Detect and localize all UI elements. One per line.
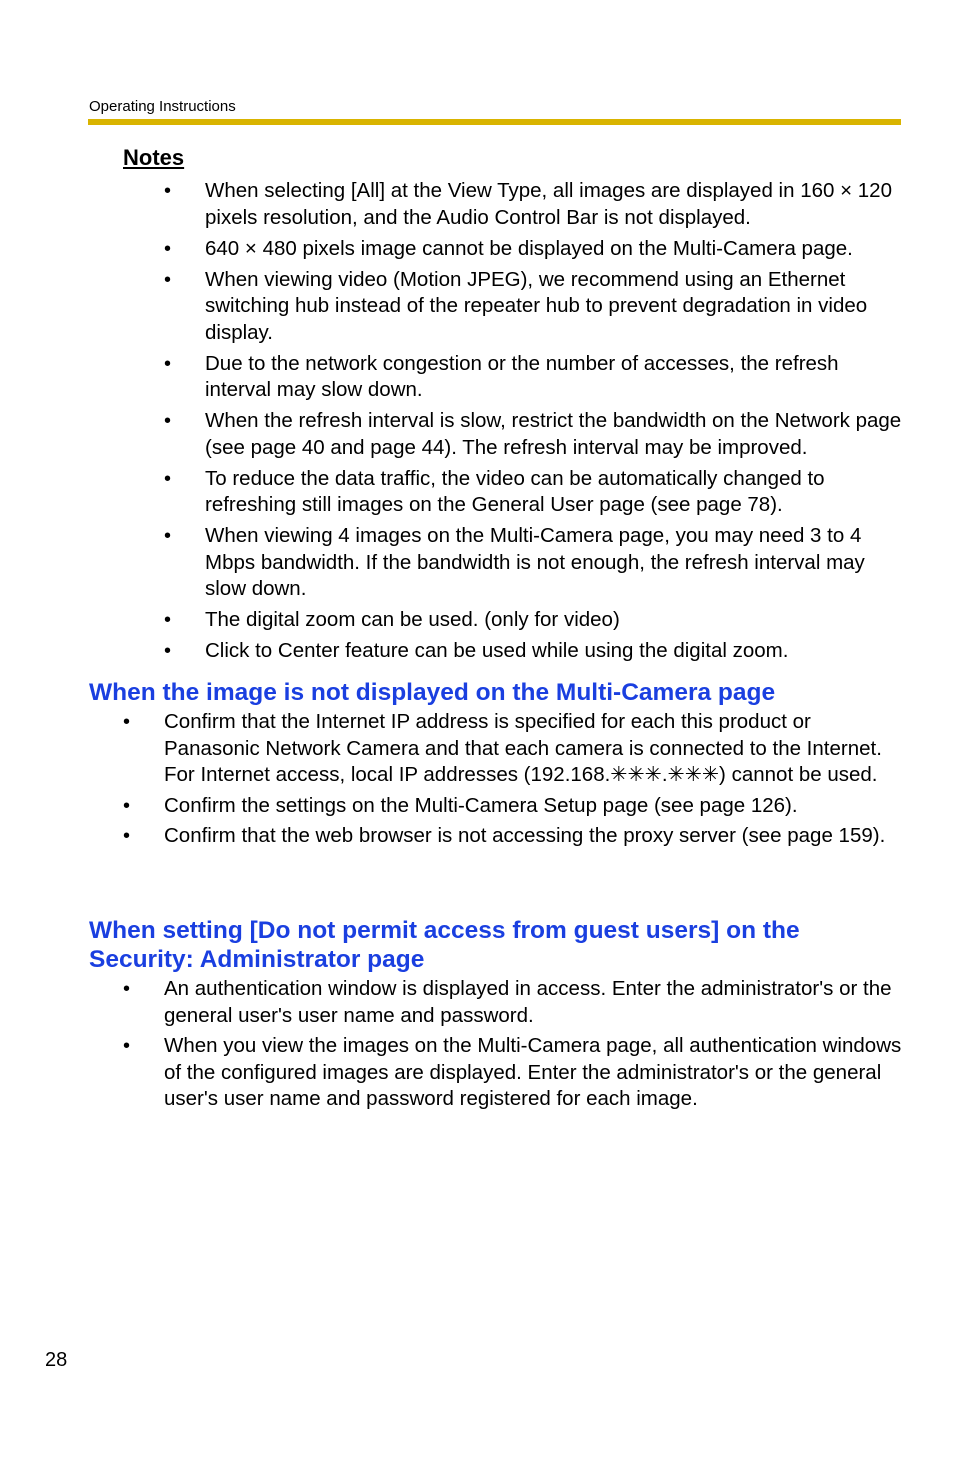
bullet: • xyxy=(164,352,172,375)
list-item xyxy=(0,607,954,634)
item-text: Confirm that the Internet IP address is specified for each this product or Panasonic Network Camera and that each camera is connected to the Internet. For Internet access, local IP addresses (192.168.✳✳✳.✳✳✳) cannot be used. xyxy=(164,710,882,786)
bullet: • xyxy=(123,1035,131,1057)
note-text: When the refresh interval is slow, restrict the bandwidth on the Network page (see page 40 and page 44). The refresh interval may be improved. xyxy=(205,409,902,459)
note-text: Click to Center feature can be used while using the digital zoom. xyxy=(205,639,789,662)
list-item xyxy=(0,408,954,461)
list-item xyxy=(0,976,954,1029)
list-item xyxy=(0,351,954,404)
note-text: The digital zoom can be used. (only for video) xyxy=(205,608,620,631)
list-item xyxy=(0,236,954,263)
bullet: • xyxy=(164,609,172,631)
note-text: When selecting [All] at the View Type, all images are displayed in 160 × 120 pixels resolution, and the Audio Control Bar is not displayed. xyxy=(205,179,892,229)
section-guest-access xyxy=(0,916,954,1117)
list-item xyxy=(0,709,954,789)
section-heading: When the image is not displayed on the Multi-Camera page xyxy=(89,679,776,706)
notes-list xyxy=(0,178,954,669)
list-item xyxy=(0,638,954,665)
list-item xyxy=(0,267,954,347)
bullet: • xyxy=(123,794,131,817)
note-text: When viewing 4 images on the Multi-Camera page, you may need 3 to 4 Mbps bandwidth. If the bandwidth is not enough, the refresh interval may slow down. xyxy=(205,524,865,600)
bullet: • xyxy=(164,268,172,291)
header-rule xyxy=(88,119,901,125)
note-text: To reduce the data traffic, the video can be automatically changed to refreshing still images on the General User page (see page 78). xyxy=(205,466,825,516)
item-text: Confirm the settings on the Multi-Camera Setup page (see page 126). xyxy=(164,793,798,817)
list-item xyxy=(0,178,954,231)
list-item xyxy=(0,823,954,850)
bullet: • xyxy=(123,825,131,847)
list-item xyxy=(0,1033,954,1113)
bullet: • xyxy=(123,978,131,1000)
bullet: • xyxy=(123,711,131,733)
bullet: • xyxy=(164,467,172,490)
item-text: When you view the images on the Multi-Camera page, all authentication windows of the configured images are displayed. Enter the administrator's or the general user's user name and password registered for each image. xyxy=(164,1034,902,1110)
list-item xyxy=(0,466,954,519)
section-heading: When setting [Do not permit access from guest users] on the Security: Administrator page xyxy=(89,917,800,973)
page-number: 28 xyxy=(45,1349,68,1371)
list-item xyxy=(0,523,954,603)
note-text: 640 × 480 pixels image cannot be displayed on the Multi-Camera page. xyxy=(205,236,853,260)
bullet: • xyxy=(164,237,172,260)
notes-title: Notes xyxy=(123,145,185,170)
bullet: • xyxy=(164,640,172,662)
note-text: Due to the network congestion or the number of accesses, the refresh interval may slow down. xyxy=(205,351,839,401)
bullet: • xyxy=(164,180,172,202)
running-header: Operating Instructions xyxy=(89,98,236,115)
item-text: An authentication window is displayed in access. Enter the administrator's or the general user's user name and password. xyxy=(164,977,892,1027)
section-image-not-displayed xyxy=(0,678,954,854)
bullet: • xyxy=(164,410,172,432)
list-item xyxy=(0,793,954,820)
item-text: Confirm that the web browser is not accessing the proxy server (see page 159). xyxy=(164,824,886,847)
bullet: • xyxy=(164,525,172,547)
note-text: When viewing video (Motion JPEG), we recommend using an Ethernet switching hub instead of the repeater hub to prevent degradation in video display. xyxy=(205,267,868,344)
